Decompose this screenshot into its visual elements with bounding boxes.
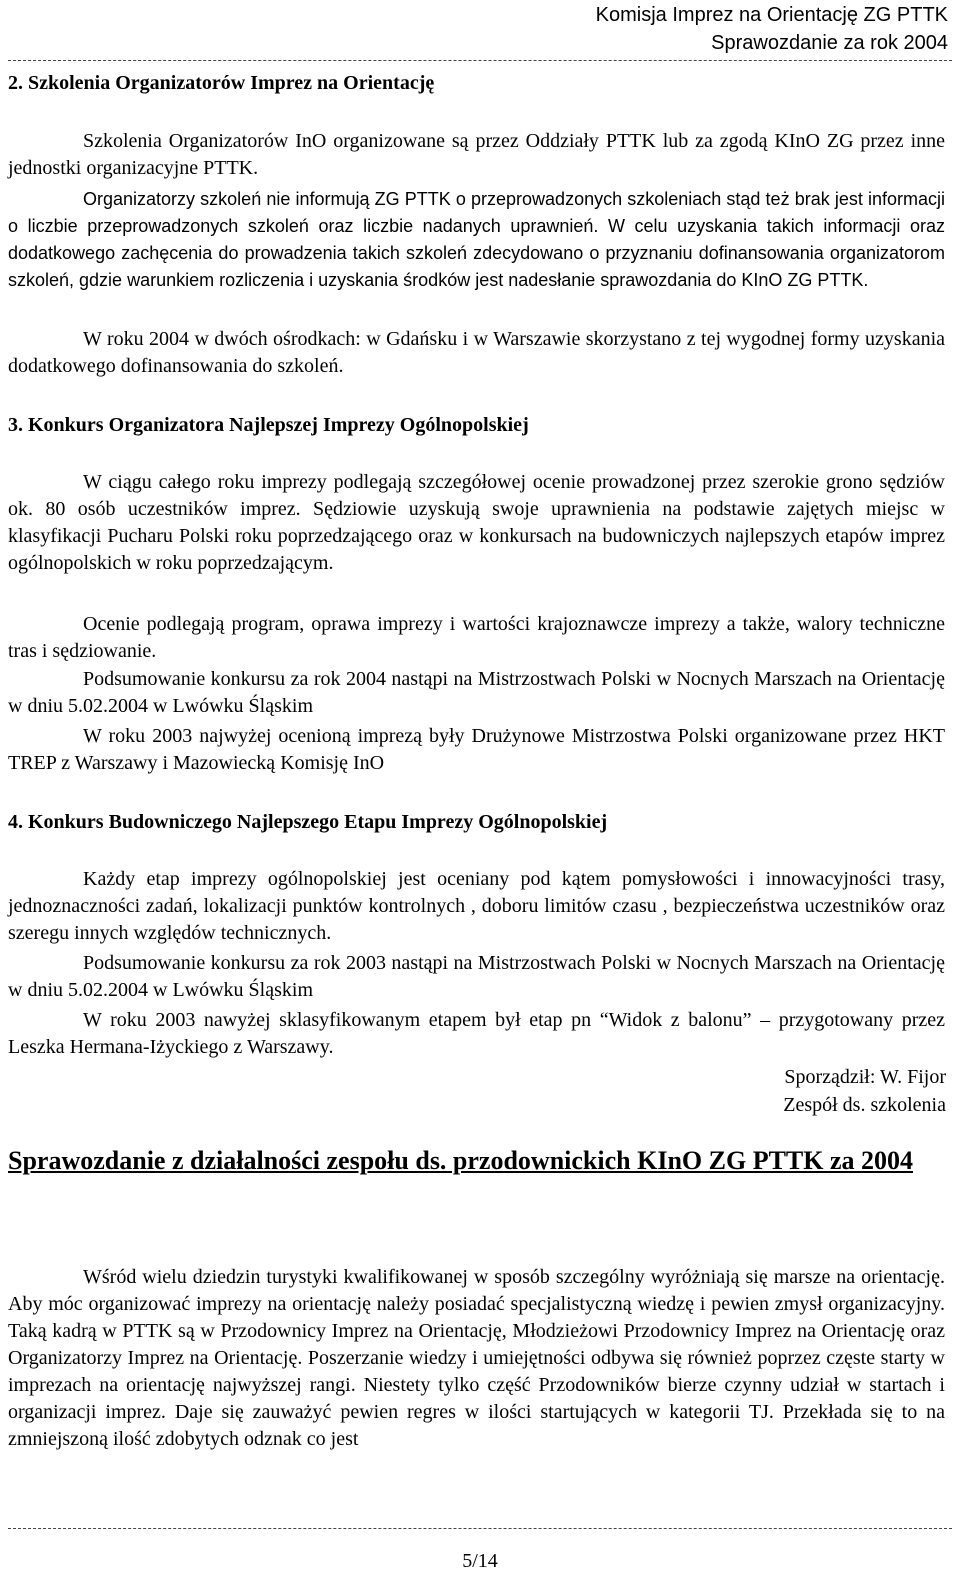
section-4-paragraph-1: Każdy etap imprezy ogólnopolskiej jest oceniany pod kątem pomysłowości i innowacyjności trasy, jednoznaczności zadań, lokalizacji punktów kontrolnych , doboru limitów czasu , bezpieczeństwa uczestników oraz szeregu innych względów technicznych. bbox=[8, 868, 945, 944]
report-2-paragraph-1: Wśród wielu dziedzin turystyki kwalifikowanej w sposób szczególny wyróżniają się marsze na orientację. Aby móc organizować imprezy na orientację należy posiadać specjalistyczną wiedzę i pewien zmysł organizacyjny. Taką kadrą w PTTK są w Przodownicy Imprez na Orientację, Młodzieżowi Przodownicy Imprez na Orientację oraz Organizatorzy Imprez na Orientację. Poszerzanie wiedzy i umiejętności odbywa się również poprzez częste starty w imprezach na orientację najwyższej rangi. Niestety tylko część Przodowników bierze czynny udział w startach i organizacji imprez. Daje się zauważyć pewien regres w ilości startujących w kategorii TJ. Przekłada się to na zmniejszoną ilość zdobytych odznak co jest bbox=[8, 1266, 945, 1450]
section-4-heading: 4. Konkurs Budowniczego Najlepszego Etapu Imprezy Ogólnopolskiej bbox=[8, 811, 608, 833]
header-divider bbox=[8, 60, 952, 61]
section-3-paragraph-1: W ciągu całego roku imprezy podlegają szczegółowej ocenie prowadzonej przez szerokie grono sędziów ok. 80 osób uczestników imprez. Sędziowie uzyskują swoje uprawnienia na podstawie zajętych miejsc w klasyfikacji Pucharu Polski roku poprzedzającego oraz w konkursach na budowniczych najlepszych etapów imprez ogólnopolskich w roku poprzedzającym. bbox=[8, 471, 945, 574]
section-2-paragraph-3: W roku 2004 w dwóch ośrodkach: w Gdańsku i w Warszawie skorzystano z tej wygodnej formy uzyskania dodatkowego dofinansowania do szkoleń. bbox=[8, 328, 945, 377]
section-2-paragraph-2: Organizatorzy szkoleń nie informują ZG PTTK o przeprowadzonych szkoleniach stąd też brak jest informacji o liczbie przeprowadzonych szkoleń oraz liczbie nadanych uprawnień. W celu uzyskania takich informacji oraz dodatkowego zachęcenia do prowadzenia takich szkoleń zdecydowano o przyznaniu dofinansowania organizatorom szkoleń, gdzie warunkiem rozliczenia i uzyskania środków jest nadesłanie sprawozdania do KInO ZG PTTK. bbox=[8, 189, 945, 290]
header-org: Komisja Imprez na Orientację ZG PTTK bbox=[595, 4, 948, 26]
section-4-paragraph-2: Podsumowanie konkursu za rok 2003 nastąpi na Mistrzostwach Polski w Nocnych Marszach na Orientację w dniu 5.02.2004 w Lwówku Śląskim bbox=[8, 952, 945, 1001]
section-4-paragraph-3: W roku 2003 nawyżej sklasyfikowanym etapem był etap pn “Widok z balonu” – przygotowany przez Leszka Hermana-Iżyckiego z Warszawy. bbox=[8, 1009, 945, 1058]
section-3-paragraph-3: Podsumowanie konkursu za rok 2004 nastąpi na Mistrzostwach Polski w Nocnych Marszach na Orientację w dniu 5.02.2004 w Lwówku Śląskim bbox=[8, 668, 945, 717]
section-3-paragraph-4: W roku 2003 najwyżej ocenioną imprezą były Drużynowe Mistrzostwa Polski organizowane przez HKT TREP z Warszawy i Mazowiecką Komisję InO bbox=[8, 725, 945, 774]
page-number: 5/14 bbox=[462, 1550, 498, 1572]
section-3-paragraph-2: Ocenie podlegają program, oprawa imprezy i wartości krajoznawcze imprezy a także, walory techniczne tras i sędziowanie. bbox=[8, 613, 945, 662]
section-2-heading: 2. Szkolenia Organizatorów Imprez na Orientację bbox=[8, 72, 435, 94]
signature-author: Sporządził: W. Fijor bbox=[784, 1066, 946, 1088]
signature-team: Zespół ds. szkolenia bbox=[783, 1094, 946, 1116]
header-report: Sprawozdanie za rok 2004 bbox=[711, 32, 948, 54]
section-3-heading: 3. Konkurs Organizatora Najlepszej Imprezy Ogólnopolskiej bbox=[8, 414, 529, 436]
section-2-paragraph-1: Szkolenia Organizatorów InO organizowane są przez Oddziały PTTK lub za zgodą KInO ZG przez inne jednostki organizacyjne PTTK. bbox=[8, 130, 945, 179]
footer-divider bbox=[8, 1528, 952, 1529]
report-2-title: Sprawozdanie z działalności zespołu ds. przodownickich KInO ZG PTTK za 2004 bbox=[8, 1146, 914, 1175]
